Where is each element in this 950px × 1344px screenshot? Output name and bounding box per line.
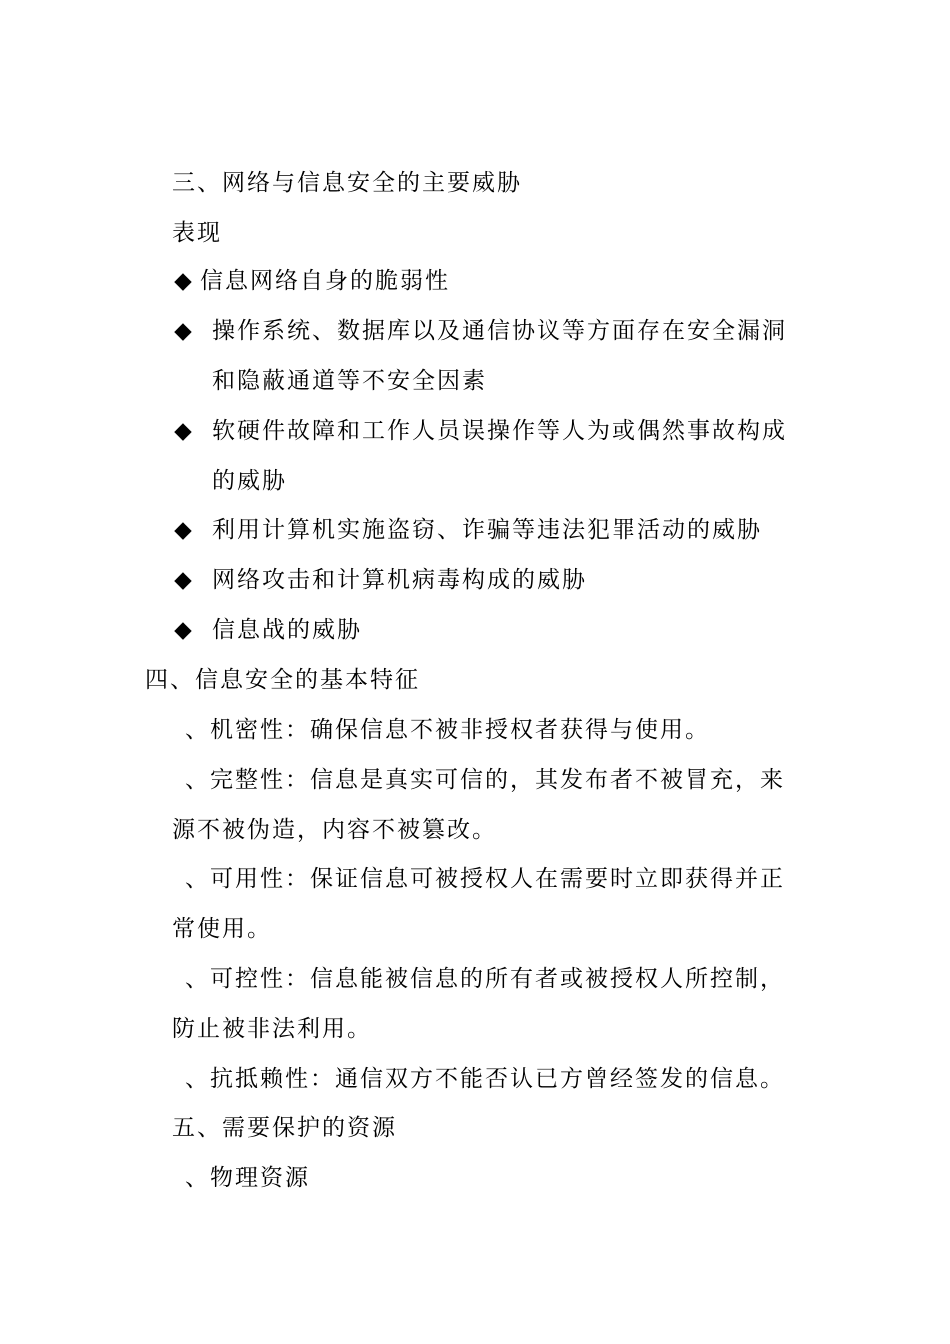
list-item-continuation: 常使用。	[172, 916, 272, 942]
list-item-continuation: 源不被伪造，内容不被篡改。	[172, 817, 497, 843]
list-item-continuation: 和隐蔽通道等不安全因素	[212, 368, 487, 394]
diamond-bullet-icon: ◆	[174, 418, 194, 444]
list-item	[172, 266, 450, 296]
diamond-bullet-icon: ◆	[174, 318, 194, 344]
list-item-text: 信息网络自身的脆弱性	[200, 268, 450, 294]
list-item: 、可用性：保证信息可被授权人在需要时立即获得并正	[185, 866, 785, 892]
list-item	[172, 416, 787, 446]
list-item	[172, 316, 787, 346]
diamond-bullet-icon: ◆	[174, 517, 194, 543]
list-item: 、抗抵赖性：通信双方不能否认已方曾经签发的信息。	[185, 1066, 785, 1092]
list-item	[172, 515, 762, 545]
list-item-continuation: 的威胁	[212, 468, 287, 494]
section3-subheading: 表现	[172, 220, 222, 246]
diamond-bullet-icon: ◆	[174, 567, 194, 593]
list-item-continuation: 防止被非法利用。	[172, 1016, 372, 1042]
list-item: 、机密性：确保信息不被非授权者获得与使用。	[185, 717, 710, 743]
section3-heading: 三、网络与信息安全的主要威胁	[172, 170, 522, 196]
section5-heading: 五、需要保护的资源	[172, 1115, 397, 1141]
section4-heading: 四、信息安全的基本特征	[145, 667, 420, 693]
list-item: 、物理资源	[185, 1165, 310, 1191]
list-item-text: 信息战的威胁	[212, 617, 362, 643]
list-item: 、完整性：信息是真实可信的，其发布者不被冒充，来	[185, 767, 785, 793]
diamond-bullet-icon: ◆	[174, 268, 194, 294]
list-item	[172, 615, 362, 645]
list-item	[172, 565, 587, 595]
list-item-text: 网络攻击和计算机病毒构成的威胁	[212, 567, 587, 593]
list-item-text: 利用计算机实施盗窃、诈骗等违法犯罪活动的威胁	[212, 517, 762, 543]
diamond-bullet-icon: ◆	[174, 617, 194, 643]
list-item: 、可控性：信息能被信息的所有者或被授权人所控制，	[185, 966, 785, 992]
list-item-text: 操作系统、数据库以及通信协议等方面存在安全漏洞	[212, 318, 787, 344]
list-item-text: 软硬件故障和工作人员误操作等人为或偶然事故构成	[212, 418, 787, 444]
